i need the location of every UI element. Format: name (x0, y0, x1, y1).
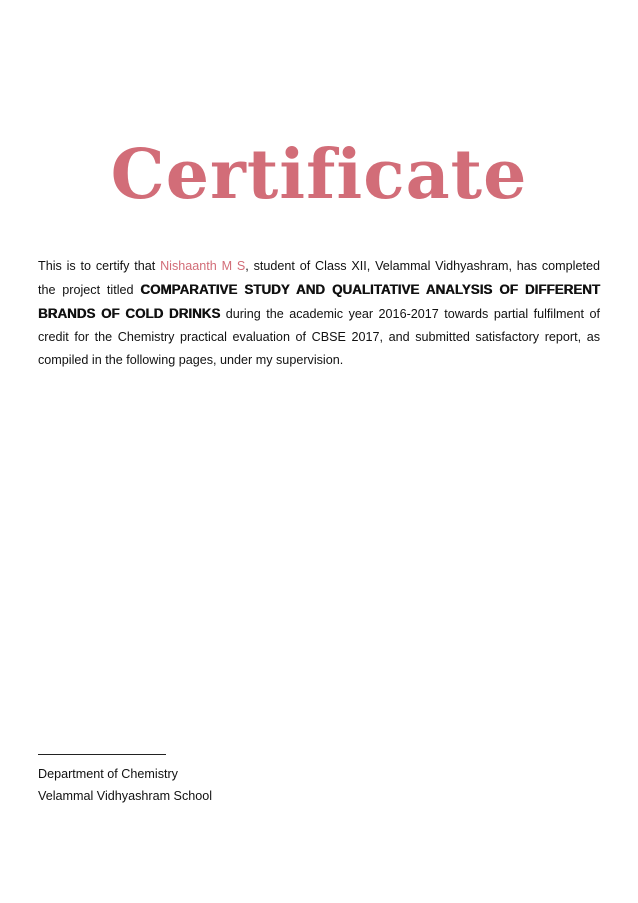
intro-text: This is to certify that (38, 259, 161, 273)
department-name: Department of Chemistry (38, 767, 178, 781)
project-title: COMPARATIVE STUDY AND QUALITATIVE ANALYSIS OF DIFFERENT BRANDS OF COLD DRINKS (38, 282, 600, 321)
certificate-body (38, 255, 600, 372)
school-name: Velammal Vidhyashram School (38, 789, 213, 803)
conclusion-text: during the academic year 2016-2017 towards partial fulfilment of credit for the Chemistry practical evaluation of CBSE 2017, and submitted satisfactory report, as compiled in the following pages, under my supervision. (38, 307, 600, 367)
certificate-title: Certificate (110, 135, 528, 215)
class-text: , student of Class XII, Velammal Vidhyashram, has completed the project titled (38, 259, 600, 297)
student-name: Nishaanth M S (160, 259, 246, 273)
signature-block (38, 740, 338, 807)
signature-line (38, 740, 166, 755)
